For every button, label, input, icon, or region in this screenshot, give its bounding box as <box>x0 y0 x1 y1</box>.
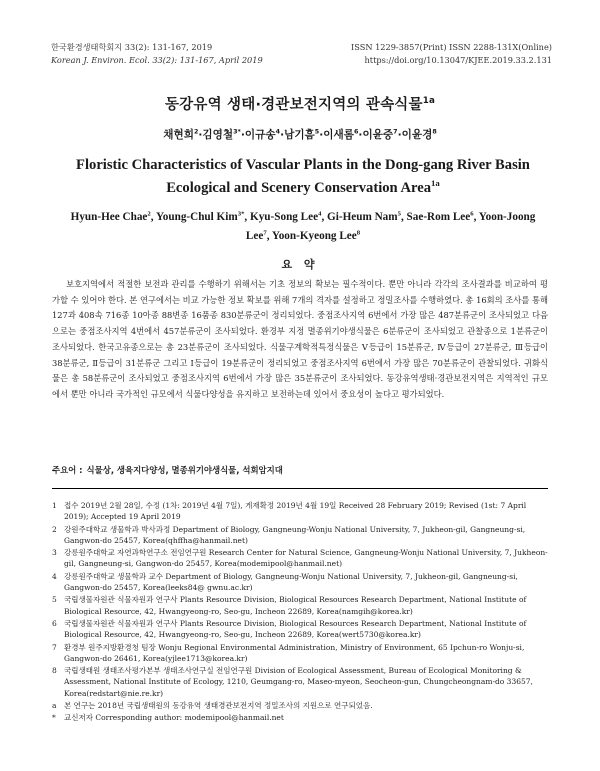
abstract-body: 보호지역에서 적절한 보전과 관리를 수행하기 위해서는 기초 정보의 확보는 필수적이다. 뿐만 아니라 각각의 조사결과를 비교하여 평가할 수 있어야 한다. 본 연구에서는 비교 가능한 정보 확보를 위해 7개의 격자를 설정하고 정밀조사를 수행하였다. 총 16회의 조사를 통해 127과 408속 716종 10아종 88변종 16품종 830분류군이 정리되었다. 중점조사지역 6번에서 가장 많은 487분류군이 조사되었고 다음으로는 중점조사지역 4번에서 457분류군이 조사되었다. 환경부 지정 멸종위기야생식물은 6분류군이 조사되었고 관찰종으로 1분류군이 조사되었다. 한국고유종으로는 총 23분류군이 조사되었다. 식물구계학적특정식물은 Ⅴ등급이 15분류군, Ⅳ등급이 27분류군, Ⅲ등급이 38분류군, Ⅱ등급이 31분류군 그리고 Ⅰ등급이 19분류군이 정리되었고 중점조사지역 6번에서 가장 많은 70분류군이 관찰되었다. 귀화식물은 총 58분류군이 조사되었고 중점조사지역 6번에서 가장 많은 35분류군이 조사되었다. 동강유역생태·경관보전지역은 지역적인 규모에서 뿐만 아니라 국가적인 규모에서 식물다양성을 유지하고 보전하는데 있어서 중요성이 높다고 평가되었다. <box>52 279 549 399</box>
authors-korean: 채현희$^2$·김영철$^{3*}$·이규송$^4$·남기흠$^5$·이새롬$^6$·이윤중$^7$·이윤경$^8$ <box>163 128 437 141</box>
footnote-text: 국립생물자원관 식물자원과 연구사 Plants Resource Division, Biological Resources Research Department, National Institute of Biological Resource, 42, Hwangyeong-ro, Seo-gu, Incheon 22689, Korea(namgih@korea.kr) <box>64 595 527 616</box>
journal-citation <box>51 41 263 67</box>
en-author <box>156 211 244 223</box>
footnotes <box>52 500 548 725</box>
ko-author-name: 이규송 <box>244 129 276 141</box>
keywords-label: 주요어 : <box>52 465 83 475</box>
en-author <box>407 211 474 223</box>
footnote-item <box>52 571 548 594</box>
footnote-divider <box>52 488 548 489</box>
footnote-mark: 8 <box>52 666 57 676</box>
en-author-name: Sae-Rom Lee <box>406 211 471 223</box>
title-english-sup: 1a <box>431 178 440 189</box>
journal-name-ko: 한국환경생태학회지 33(2): 131-167, 2019 <box>51 42 213 52</box>
footnote-item <box>52 547 548 570</box>
journal-name-en: Korean J. Environ. Ecol. 33(2): 131-167, April 2019 <box>51 55 263 65</box>
footnote-text: 환경부 원주지방환경청 팀장 Wonju Regional Environmental Administration, Ministry of Environment, 65 Ipchun-ro Wonju-si, Gangwon-do 26461, Korea(yjlee1713@korea.kr) <box>64 642 525 663</box>
footnote-text: 국립생물자원관 식물자원과 연구사 Plants Resource Division, Biological Resources Research Department, National Institute of Biological Resource, 42, Hwangyeong-ro, Seo-gu, Incheon 22689, Korea(wert5730@korea.kr) <box>64 618 527 640</box>
ko-author <box>362 129 397 141</box>
en-author-name: Kyu-Song Lee <box>250 211 319 223</box>
ko-author-affiliation: 2 <box>193 128 199 136</box>
ko-author-affiliation: 5 <box>314 128 320 136</box>
en-author-affiliation: 7 <box>263 229 267 237</box>
footnote-text: 접수 2019년 2월 28일, 수정 (1차: 2019년 4월 7일), 게재확정 2019년 4월 19일 Received 28 February 2019; Revised (1st: 7 April 2019); Accepted 19 April 2019 <box>64 501 527 522</box>
title-korean <box>0 93 600 114</box>
en-author-affiliation: 6 <box>470 210 474 218</box>
title-korean-text: 동강유역 생태·경관보전지역의 관속식물 <box>164 97 423 113</box>
ko-author-name: 김영철 <box>202 129 234 141</box>
abstract-heading: 요 약 <box>281 258 319 271</box>
ko-author-affiliation: 3* <box>233 128 241 136</box>
footnote-item <box>52 594 548 617</box>
title-english-text: Floristic Characteristics of Vascular Plants in the Dong-gang River Basin Ecological and Scenery Conservation Area <box>76 157 530 196</box>
ko-author <box>402 129 437 141</box>
en-author-name: Young-Chul Kim <box>155 211 238 223</box>
footnote-item <box>52 618 548 641</box>
footnote-item <box>52 500 548 523</box>
ko-author <box>163 129 198 141</box>
footnote-item <box>52 700 548 711</box>
issn: ISSN 1229-3857(Print) ISSN 2288-131X(Online) <box>351 42 552 52</box>
title-english <box>68 154 538 200</box>
ko-author-affiliation: 7 <box>393 128 398 136</box>
journal-identifiers <box>351 41 552 67</box>
en-author <box>71 211 151 223</box>
en-author-name: Yoon-Joong Lee <box>245 211 536 242</box>
ko-author <box>284 129 319 141</box>
footnote-text: 강릉원주대학교 자연과학연구소 전임연구원 Research Center for Natural Science, Gangneung-Wonju National University, 7, Jukheon-gil, Gangneung-si, Gangwon-do 25457, Korea(modemipool@hanmail.net) <box>64 548 548 569</box>
ko-author-affiliation: 8 <box>432 128 437 136</box>
title-korean-sup: 1a <box>422 96 436 107</box>
footnote-item <box>52 712 548 723</box>
en-author-name: Hyun-Hee Chae <box>70 211 148 223</box>
ko-author <box>323 129 358 141</box>
authors-english: Hyun-Hee Chae$^2$, Young-Chul Kim$^{3*}$, Kyu-Song Lee$^4$, Gi-Heum Nam$^5$, Sae-Rom Lee$^6$, Yoon-Joong Lee$^7$, Yoon-Kyeong Lee$^8$ <box>70 210 536 242</box>
footnote-mark: 4 <box>52 571 57 581</box>
en-author-affiliation: 8 <box>356 229 361 237</box>
en-author-affiliation: 5 <box>397 210 401 218</box>
ko-author-affiliation: 6 <box>353 128 359 136</box>
footnote-item <box>52 665 548 699</box>
doi-link[interactable]: https://doi.org/10.13047/KJEE.2019.33.2.131 <box>364 55 552 65</box>
footnote-mark: * <box>52 713 56 723</box>
footnote-text: 국립생태원 생태조사평가본부 생태조사연구실 전임연구원 Division of Ecological Assessment, Bureau of Ecological Monitoring & Assessment, National Institute of Ecology, 1210, Geumgang-ro, Maseo-myeon, Seocheon-gun, Chungcheongnam-do 33657, Korea(redstart@nie.re.kr) <box>64 666 533 698</box>
footnote-item <box>52 642 548 665</box>
ko-author <box>202 129 240 141</box>
keywords <box>52 464 548 476</box>
ko-author-affiliation: 4 <box>275 128 281 136</box>
footnote-mark: 6 <box>52 618 57 628</box>
footnote-item <box>52 524 548 547</box>
footnote-text: 강릉원주대학교 생물학과 교수 Department of Biology, Gangneung-Wonju National University, 7, Jukheon-gil, Gangneung-si, Gangwon-do 25457, Korea(leeks84@ gwnu.ac.kr) <box>64 571 518 593</box>
en-author-name: Gi-Heum Nam <box>327 211 398 223</box>
footnote-text: 교신저자 Corresponding author: modemipool@hanmail.net <box>64 713 284 723</box>
ko-author-name: 이윤경 <box>401 129 433 141</box>
ko-author-name: 채현희 <box>163 129 194 141</box>
en-author-affiliation: 3* <box>237 210 245 218</box>
footnote-mark: a <box>52 701 57 711</box>
footnote-mark: 7 <box>52 642 57 652</box>
footnote-text: 본 연구는 2018년 국립생태원의 동강유역 생태경관보전지역 정밀조사의 지원으로 연구되었음. <box>64 701 373 711</box>
ko-author-name: 이새롬 <box>323 129 354 141</box>
footnote-mark: 5 <box>52 595 57 605</box>
footnote-mark: 2 <box>52 524 57 534</box>
keywords-list: 식물상, 생육지다양성, 멸종위기야생식물, 석회암지대 <box>86 465 283 475</box>
en-author-name: Yoon-Kyeong Lee <box>271 230 357 242</box>
footnote-mark: 3 <box>52 548 57 558</box>
ko-author-name: 남기흠 <box>284 129 315 141</box>
en-author <box>327 211 401 223</box>
en-author <box>250 211 321 223</box>
ko-author <box>245 129 280 141</box>
footnote-mark: 1 <box>52 501 57 510</box>
ko-author-name: 이윤중 <box>362 129 394 141</box>
en-author-affiliation: 2 <box>147 210 151 218</box>
footnote-text: 강원주대학교 생물학과 박사과정 Department of Biology, Gangneung-Wonju National University, 7, Jukheon-gil, Gangneung-si, Gangwon-do 25457, Korea(qhffha@hanmail.net) <box>64 524 526 545</box>
en-author <box>272 230 360 242</box>
en-author-affiliation: 4 <box>318 210 322 218</box>
